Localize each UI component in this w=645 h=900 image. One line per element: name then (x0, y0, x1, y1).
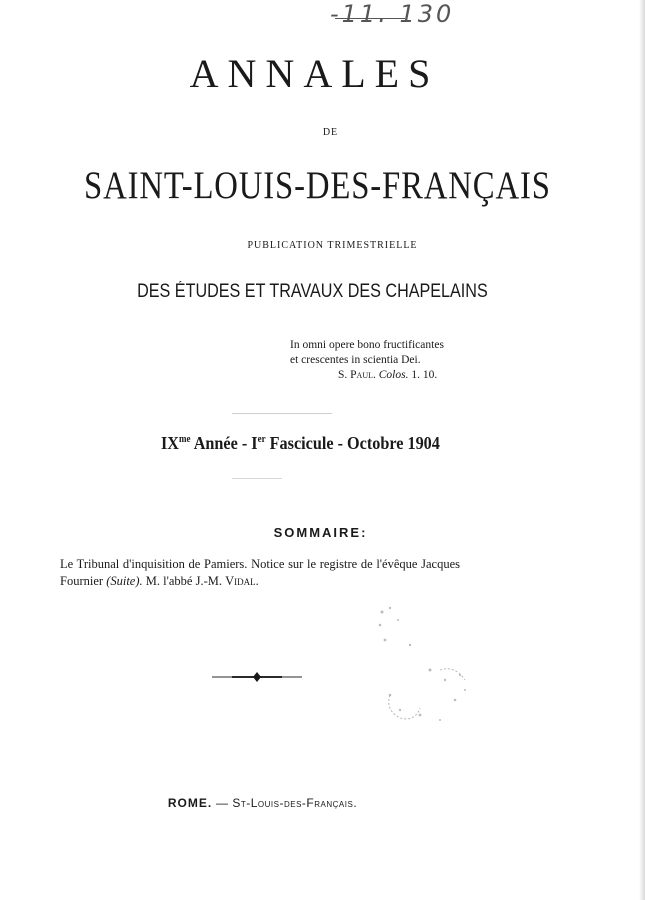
contents-entry (60, 556, 460, 590)
issue-fascicle-suffix: er (257, 434, 266, 445)
publisher-city: ROME. (167, 796, 213, 810)
journal-title: ANNALES (189, 51, 440, 96)
epigraph (290, 338, 444, 383)
faded-stamp-mark (370, 600, 480, 730)
ornament-divider (212, 670, 302, 684)
issue-annee: Année (193, 433, 238, 453)
publisher-dash: — (216, 796, 229, 810)
publication-frequency: PUBLICATION TRIMESTRIELLE (247, 240, 418, 251)
epigraph-author: S. Paul. (338, 369, 376, 381)
epigraph-line-1: In omni opere bono fructificantes (290, 339, 444, 351)
issue-separator-1: - (241, 433, 248, 453)
epigraph-line-2: et crescentes in scientia Dei. (290, 354, 421, 366)
issue-line (10, 428, 591, 455)
contents-author-prefix: M. l'abbé J.-M. (145, 574, 222, 588)
title-connector: DE (322, 127, 339, 138)
publication-description: DES ÉTUDES ET TRAVAUX DES CHAPELAINS (137, 281, 488, 302)
contents-title: Le Tribunal d'inquisition de Pamiers. Notice sur le registre de l'évêque Jacques Fournier (60, 557, 460, 588)
epigraph-work: Colos. (378, 369, 409, 381)
epigraph-citation (290, 368, 444, 383)
page-edge-shadow (639, 0, 645, 900)
issue-separator-2: - (337, 433, 343, 453)
publisher-line (0, 796, 585, 810)
divider-top (232, 413, 332, 414)
handwritten-catalog-note: -11. 130 (330, 0, 455, 28)
journal-subtitle: SAINT-LOUIS-DES-FRANÇAIS (84, 164, 551, 207)
epigraph-verse: 1. 10. (411, 369, 438, 381)
issue-year: IX (161, 433, 180, 453)
issue-fascicle-number: I (251, 433, 258, 453)
issue-year-suffix: me (179, 434, 191, 445)
contents-suite: (Suite). (106, 574, 143, 588)
issue-fascicule: Fascicule (269, 433, 334, 453)
divider-bottom (232, 478, 282, 479)
publisher-place: St-Louis-des-Français. (232, 796, 358, 810)
issue-date: Octobre 1904 (347, 433, 440, 453)
contents-author-name: Vidal. (225, 574, 259, 588)
contents-heading: SOMMAIRE: (273, 525, 368, 540)
